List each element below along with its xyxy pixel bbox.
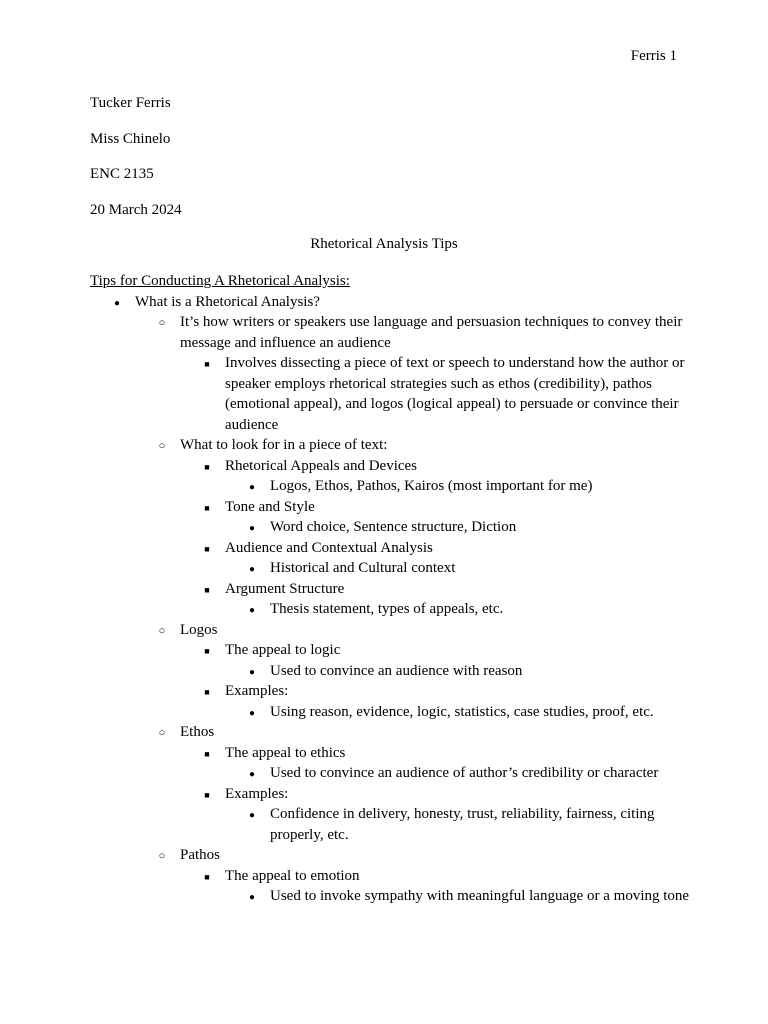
list-item-text: Using reason, evidence, logic, statistics, case studies, proof, etc.: [270, 703, 654, 720]
bullet-icon: [111, 292, 123, 315]
hollow-bullet-icon: [156, 722, 168, 744]
list-item: [90, 763, 690, 784]
list-item-text: Tone and Style: [225, 498, 315, 515]
instructor-name: Miss Chinelo: [90, 131, 171, 147]
list-item-text: Used to convince an audience of author’s credibility or character: [270, 765, 659, 781]
square-bullet-icon: [201, 784, 213, 806]
list-item: [90, 579, 690, 600]
list-item: [90, 886, 690, 907]
list-item: [90, 517, 690, 538]
list-item-text: Used to invoke sympathy with meaningful language or a moving tone: [270, 888, 690, 904]
bullet-icon: [246, 661, 258, 684]
list-item-text: The appeal to ethics: [225, 744, 346, 761]
list-item: [90, 353, 690, 435]
list-item-text: Word choice, Sentence structure, Diction: [270, 519, 517, 535]
list-item-text: Audience and Contextual Analysis: [225, 539, 433, 556]
bullet-icon: [246, 702, 258, 725]
list-item-text: What is a Rhetorical Analysis?: [135, 293, 320, 310]
list-item: [90, 845, 690, 866]
square-bullet-icon: [201, 497, 213, 519]
page-title: Rhetorical Analysis Tips: [310, 236, 458, 252]
bullet-icon: [246, 517, 258, 540]
outline-level-2: [90, 312, 690, 353]
bullet-icon: [246, 886, 258, 909]
section-heading: Tips for Conducting A Rhetorical Analysis:: [90, 273, 350, 289]
list-item-text: Examples:: [225, 785, 289, 802]
hollow-bullet-icon: [156, 845, 168, 867]
list-item-text: What to look for in a piece of text:: [180, 437, 388, 453]
list-item-text: Used to convince an audience with reason: [270, 662, 523, 679]
list-item-text: The appeal to logic: [225, 642, 341, 658]
list-item: [90, 866, 690, 887]
square-bullet-icon: [201, 353, 213, 375]
list-item-text: Argument Structure: [225, 580, 345, 597]
square-bullet-icon: [201, 866, 213, 888]
hollow-bullet-icon: [156, 435, 168, 457]
list-item: [90, 456, 690, 477]
list-item: [90, 661, 690, 682]
square-bullet-icon: [201, 743, 213, 765]
list-item: [90, 435, 690, 456]
date: 20 March 2024: [90, 202, 182, 218]
square-bullet-icon: [201, 579, 213, 601]
bullet-icon: [246, 599, 258, 622]
course-code: ENC 2135: [90, 166, 154, 182]
bullet-icon: [246, 558, 258, 581]
square-bullet-icon: [201, 640, 213, 662]
bullet-icon: [246, 763, 258, 786]
page-header: Ferris 1: [630, 48, 677, 64]
list-item-text: It’s how writers or speakers use language and persuasion techniques to convey their message and influence an audience: [180, 314, 683, 351]
hollow-bullet-icon: [156, 620, 168, 642]
list-item: [90, 620, 690, 641]
list-item: [90, 476, 690, 497]
list-item: [90, 722, 690, 743]
square-bullet-icon: [201, 456, 213, 478]
list-item: [90, 784, 690, 805]
list-item-text: Historical and Cultural context: [270, 560, 456, 576]
list-item: [90, 558, 690, 579]
list-item-text: Examples:: [225, 683, 289, 699]
outline-level-1: [90, 292, 690, 313]
list-item-text: Rhetorical Appeals and Devices: [225, 457, 418, 474]
list-item: [90, 538, 690, 559]
author-name: Tucker Ferris: [90, 95, 171, 111]
list-item: [90, 804, 690, 845]
list-item-text: Logos, Ethos, Pathos, Kairos (most important for me): [270, 478, 593, 494]
list-item-text: Pathos: [180, 847, 221, 863]
list-item: [90, 292, 690, 313]
list-item-text: Confidence in delivery, honesty, trust, reliability, fairness, citing properly, etc.: [270, 806, 655, 843]
list-item: [90, 312, 690, 353]
list-item: [90, 681, 690, 702]
hollow-bullet-icon: [156, 312, 168, 334]
square-bullet-icon: [201, 681, 213, 703]
list-item: [90, 702, 690, 723]
bullet-icon: [246, 804, 258, 827]
list-item-text: Logos: [180, 621, 218, 638]
list-item-text: Ethos: [180, 724, 215, 740]
list-item: [90, 743, 690, 764]
bullet-icon: [246, 476, 258, 499]
outline: [90, 271, 690, 907]
list-item: [90, 497, 690, 518]
list-item-text: Thesis statement, types of appeals, etc.: [270, 601, 504, 617]
list-item: [90, 599, 690, 620]
list-item-text: The appeal to emotion: [225, 867, 360, 884]
list-item-text: Involves dissecting a piece of text or speech to understand how the author or speaker employs rhetorical strategies such as ethos (credibility), pathos (emotional appeal), and logos (logical appeal) to persuade or convince their audience: [225, 355, 685, 433]
list-item: [90, 640, 690, 661]
square-bullet-icon: [201, 538, 213, 560]
